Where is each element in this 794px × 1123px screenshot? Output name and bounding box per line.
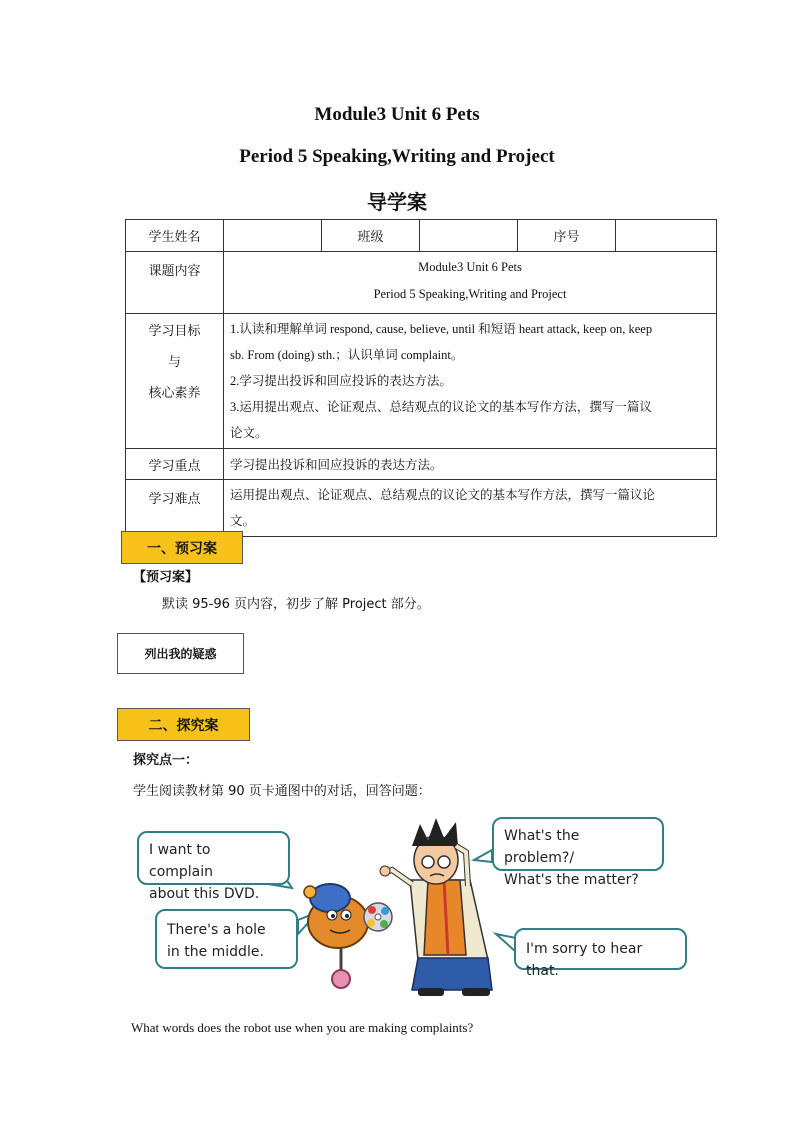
man-figure bbox=[380, 818, 492, 996]
goals-line-1: 1.认读和理解单词 respond, cause, believe, until 和短语 heart attack, keep on, keep bbox=[230, 322, 653, 336]
bubble-3-line-2: What's the matter? bbox=[504, 872, 639, 888]
bubble-2-line-1: There's a hole bbox=[167, 922, 266, 938]
bubble-4-line-1: I'm sorry to hear that. bbox=[526, 941, 643, 979]
goals-line-5: 论文。 bbox=[230, 426, 268, 440]
speech-bubble-complain bbox=[137, 831, 290, 902]
difficulty-line-1: 运用提出观点、论证观点、总结观点的议论文的基本写作方法，撰写一篇议论 bbox=[230, 488, 656, 502]
speech-bubble-hole bbox=[155, 909, 298, 969]
title-period: Period 5 Speaking,Writing and Project bbox=[239, 146, 555, 167]
goals-line-2: sb. From (doing) sth.；认识单词 complaint。 bbox=[230, 348, 464, 362]
key-label: 学习重点 bbox=[126, 449, 224, 480]
speech-bubble-problem bbox=[492, 817, 664, 888]
preview-instruction: 默读 95-96 页内容，初步了解 Project 部分。 bbox=[162, 597, 430, 612]
goals-line-3: 2.学习提出投诉和回应投诉的表达方法。 bbox=[230, 374, 452, 388]
topic-line-2: Period 5 Speaking,Writing and Project bbox=[373, 287, 567, 301]
preview-subheading: 【预习案】 bbox=[133, 570, 199, 585]
goals-label-line-2: 与 bbox=[167, 355, 181, 370]
bubble-3-line-1: What's the problem?/ bbox=[504, 828, 580, 866]
class-label: 班级 bbox=[322, 220, 420, 252]
difficulty-line-2: 文。 bbox=[230, 514, 256, 528]
topic-label: 课题内容 bbox=[126, 252, 224, 314]
title-guide: 导学案 bbox=[367, 190, 427, 214]
goals-label-line-1: 学习目标 bbox=[148, 324, 201, 339]
bubble-1-line-2: about this DVD. bbox=[149, 886, 260, 902]
key-content: 学习提出投诉和回应投诉的表达方法。 bbox=[224, 449, 717, 480]
doubts-label: 列出我的疑惑 bbox=[117, 633, 244, 674]
title-module: Module3 Unit 6 Pets bbox=[314, 104, 480, 125]
explore-instruction: 学生阅读教材第 90 页卡通图中的对话，回答问题： bbox=[133, 784, 431, 799]
question-text: What words does the robot use when you are making complaints? bbox=[131, 1020, 474, 1035]
bubble-tail-3 bbox=[474, 850, 492, 862]
bubble-2-line-2: in the middle. bbox=[167, 944, 264, 960]
difficulty-label: 学习难点 bbox=[126, 480, 224, 537]
preview-section-label: 一、预习案 bbox=[121, 531, 243, 564]
student-name-label: 学生姓名 bbox=[126, 220, 224, 252]
bubble-tail-4 bbox=[496, 934, 516, 952]
goals-label-line-3: 核心素养 bbox=[148, 386, 201, 401]
dvd-disc bbox=[364, 903, 392, 931]
seq-label: 序号 bbox=[518, 220, 616, 252]
speech-bubble-sorry bbox=[514, 928, 687, 979]
bubble-1-line-1: I want to complain bbox=[149, 842, 214, 880]
explore-point-label: 探究点一： bbox=[133, 753, 199, 768]
goals-line-4: 3.运用提出观点、论证观点、总结观点的议论文的基本写作方法，撰写一篇议 bbox=[230, 400, 652, 414]
topic-line-1: Module3 Unit 6 Pets bbox=[418, 260, 522, 274]
robot-figure bbox=[304, 884, 372, 988]
explore-section-label: 二、探究案 bbox=[117, 708, 250, 741]
